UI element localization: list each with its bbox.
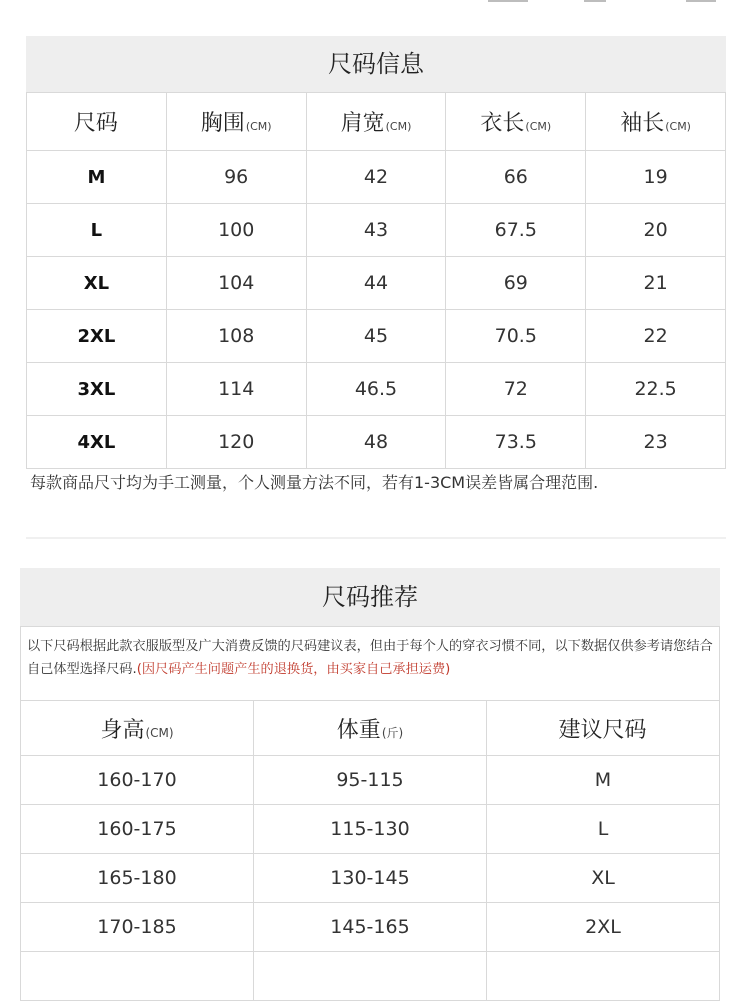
shoulder-cell: 44 xyxy=(306,257,446,310)
header-cell: 衣长(CM) xyxy=(446,93,586,151)
weight-cell: 130-145 xyxy=(254,854,487,903)
header-cell: 肩宽(CM) xyxy=(306,93,446,151)
weight-cell xyxy=(254,952,487,1001)
height-cell: 160-175 xyxy=(21,805,254,854)
height-cell: 160-170 xyxy=(21,756,254,805)
chest-cell: 108 xyxy=(166,310,306,363)
sleeve-cell: 22 xyxy=(586,310,726,363)
chest-cell: 96 xyxy=(166,151,306,204)
shoulder-cell: 45 xyxy=(306,310,446,363)
sleeve-cell: 21 xyxy=(586,257,726,310)
size-cell: 3XL xyxy=(27,363,167,416)
table-row xyxy=(21,805,720,854)
sleeve-cell: 23 xyxy=(586,416,726,469)
table-row xyxy=(27,151,726,204)
table-row xyxy=(21,903,720,952)
height-cell xyxy=(21,952,254,1001)
height-cell: 165-180 xyxy=(21,854,254,903)
top-edge-marks xyxy=(0,0,750,10)
chest-cell: 120 xyxy=(166,416,306,469)
recommended-size-cell: L xyxy=(487,805,720,854)
table-row xyxy=(21,756,720,805)
header-cell: 体重(斤) xyxy=(254,701,487,756)
shoulder-cell: 46.5 xyxy=(306,363,446,416)
weight-cell: 145-165 xyxy=(254,903,487,952)
size-rec-title: 尺码推荐 xyxy=(20,568,720,626)
length-cell: 67.5 xyxy=(446,204,586,257)
chest-cell: 114 xyxy=(166,363,306,416)
shoulder-cell: 48 xyxy=(306,416,446,469)
recommended-size-cell: 2XL xyxy=(487,903,720,952)
header-cell: 身高(CM) xyxy=(21,701,254,756)
size-cell: XL xyxy=(27,257,167,310)
table-row xyxy=(21,854,720,903)
size-cell: 2XL xyxy=(27,310,167,363)
header-cell: 建议尺码 xyxy=(487,701,720,756)
length-cell: 70.5 xyxy=(446,310,586,363)
sleeve-cell: 22.5 xyxy=(586,363,726,416)
recommended-size-cell xyxy=(487,952,720,1001)
weight-cell: 115-130 xyxy=(254,805,487,854)
weight-cell: 95-115 xyxy=(254,756,487,805)
table-row xyxy=(27,416,726,469)
chest-cell: 100 xyxy=(166,204,306,257)
table-row xyxy=(27,257,726,310)
recommended-size-cell: XL xyxy=(487,854,720,903)
table-header-row xyxy=(21,701,720,756)
table-row xyxy=(27,363,726,416)
size-rec-table xyxy=(20,700,720,1001)
size-info-title: 尺码信息 xyxy=(26,36,726,92)
header-cell: 尺码 xyxy=(27,93,167,151)
size-cell: 4XL xyxy=(27,416,167,469)
intro-warning: (因尺码产生问题产生的退换货，由买家自己承担运费) xyxy=(136,662,451,677)
header-cell: 胸围(CM) xyxy=(166,93,306,151)
sleeve-cell: 19 xyxy=(586,151,726,204)
length-cell: 72 xyxy=(446,363,586,416)
chest-cell: 104 xyxy=(166,257,306,310)
header-cell: 袖长(CM) xyxy=(586,93,726,151)
length-cell: 73.5 xyxy=(446,416,586,469)
table-row xyxy=(27,310,726,363)
measurement-note: 每款商品尺寸均为手工测量，个人测量方法不同，若有1-3CM误差皆属合理范围. xyxy=(30,473,599,492)
size-rec-intro xyxy=(20,626,720,700)
table-header-row xyxy=(27,93,726,151)
sleeve-cell: 20 xyxy=(586,204,726,257)
table-row xyxy=(27,204,726,257)
size-info-table xyxy=(26,92,726,469)
size-recommendation-section xyxy=(20,568,720,1001)
length-cell: 66 xyxy=(446,151,586,204)
table-row xyxy=(21,952,720,1001)
size-info-section xyxy=(26,36,726,469)
shoulder-cell: 43 xyxy=(306,204,446,257)
intro-text: 以下尺码根据此款衣服版型及广大消费反馈的尺码建议表，但由于每个人的穿衣习惯不同，以下数据仅供参考请您结合自己体型选择尺码. xyxy=(27,639,713,677)
section-divider xyxy=(26,537,726,539)
size-cell: L xyxy=(27,204,167,257)
length-cell: 69 xyxy=(446,257,586,310)
height-cell: 170-185 xyxy=(21,903,254,952)
size-cell: M xyxy=(27,151,167,204)
shoulder-cell: 42 xyxy=(306,151,446,204)
recommended-size-cell: M xyxy=(487,756,720,805)
